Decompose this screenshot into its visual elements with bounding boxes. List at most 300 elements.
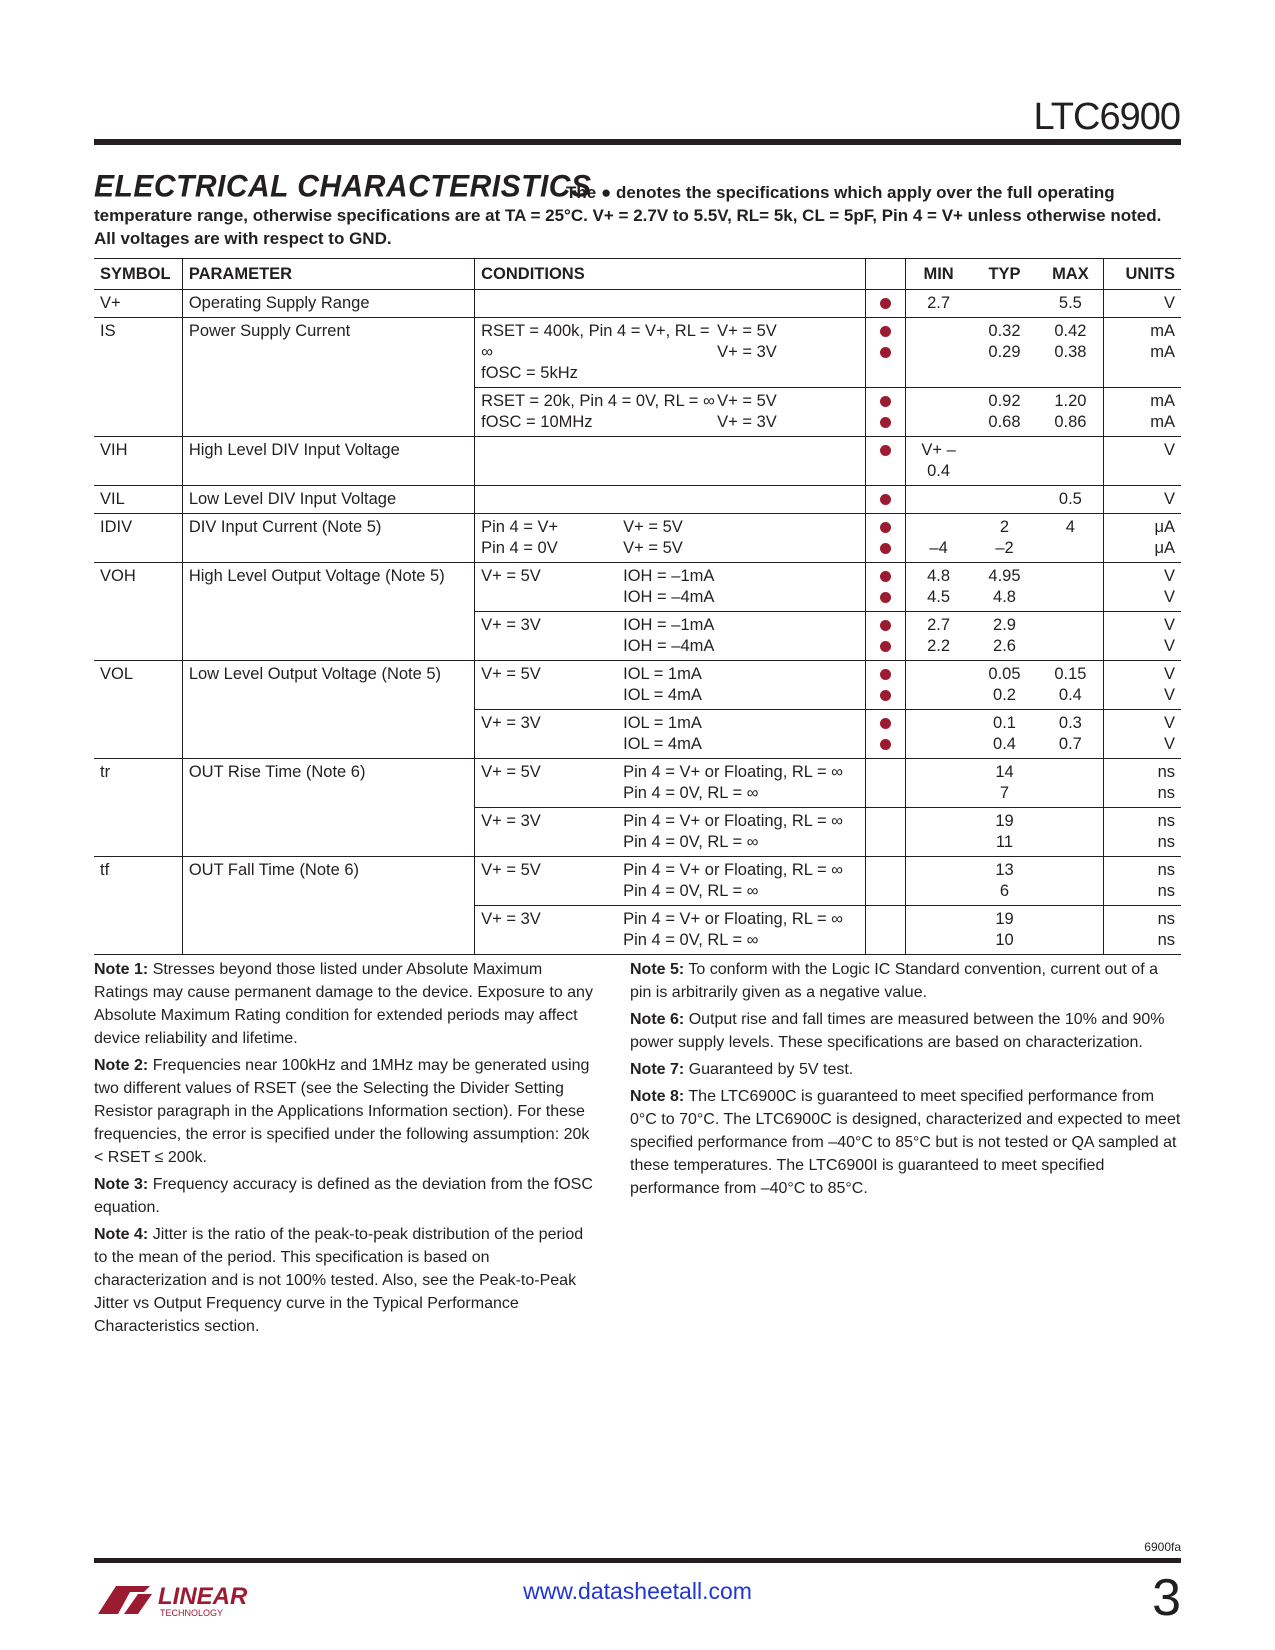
cell-conditions — [475, 486, 866, 514]
value-typ: 2 — [999, 518, 1010, 536]
value-units: ns — [1157, 861, 1175, 879]
condition-text: V+ = 5V — [717, 392, 777, 410]
cell-parameter: OUT Rise Time (Note 6) — [182, 759, 474, 857]
value-units: V — [1163, 294, 1175, 312]
intro-line-3: All voltages are with respect to GND. — [94, 229, 392, 248]
cell-temp-dot — [866, 290, 905, 318]
table-header-row — [94, 259, 1181, 290]
value-units: V — [1163, 665, 1175, 683]
full-temp-range-dot-icon — [880, 347, 891, 358]
full-temp-range-dot-icon — [880, 718, 891, 729]
cell-conditions — [475, 437, 866, 486]
condition-text: Pin 4 = 0V, RL = ∞ — [623, 833, 759, 851]
note-text: The LTC6900C is guaranteed to meet specified performance from 0°C to 70°C. The LTC6900C is designed, characterized and expected to meet specified performance from –40°C to 85°C but is not tested or QA sampled at these temperatures. The LTC6900I is guaranteed to meet specified performance from –40°C to 85°C. — [630, 1088, 1181, 1197]
note-label: Note 7: — [630, 1061, 685, 1078]
cell-typ — [972, 318, 1038, 388]
full-temp-range-dot-icon — [880, 571, 891, 582]
value-typ: 2.9 — [993, 616, 1016, 634]
value-min — [912, 489, 966, 510]
value-units: V — [1163, 490, 1175, 508]
cell-typ — [972, 437, 1038, 486]
note-text: Guaranteed by 5V test. — [688, 1061, 854, 1078]
cell-temp-dot — [866, 661, 905, 710]
value-max: 1.20 — [1054, 392, 1087, 410]
cell-min — [905, 710, 971, 759]
value-units: ns — [1157, 910, 1175, 928]
cell-conditions — [475, 388, 866, 437]
table-row — [94, 857, 1181, 906]
value-typ: 7 — [999, 784, 1010, 802]
cell-typ — [972, 486, 1038, 514]
header-dot — [866, 259, 905, 290]
condition-text: Pin 4 = V+ or Floating, RL = ∞ — [623, 763, 843, 781]
cell-conditions — [475, 759, 866, 808]
cell-symbol: VOL — [94, 661, 182, 759]
value-units: μA — [1154, 539, 1175, 557]
cell-parameter: OUT Fall Time (Note 6) — [182, 857, 474, 955]
cell-temp-dot — [866, 808, 905, 857]
value-max — [1043, 440, 1097, 461]
value-min — [912, 664, 966, 685]
cell-min — [905, 661, 971, 710]
value-max: 0.4 — [1058, 686, 1082, 704]
note-paragraph — [94, 1054, 594, 1169]
cell-parameter: Power Supply Current — [182, 318, 474, 437]
full-temp-range-dot-icon — [880, 592, 891, 603]
cell-typ — [972, 906, 1038, 955]
value-units: V — [1163, 735, 1175, 753]
cell-min — [905, 563, 971, 612]
condition-text: Pin 4 = 0V — [481, 539, 558, 557]
value-units: mA — [1150, 413, 1175, 431]
cell-conditions — [475, 857, 866, 906]
full-temp-range-dot-icon — [880, 641, 891, 652]
cell-max — [1037, 906, 1103, 955]
condition-text — [481, 293, 623, 314]
condition-text — [481, 440, 623, 461]
condition-text: V+ = 5V — [623, 518, 683, 536]
cell-temp-dot — [866, 612, 905, 661]
value-typ: 4.95 — [988, 567, 1021, 585]
cell-typ — [972, 388, 1038, 437]
cell-min — [905, 612, 971, 661]
cell-units — [1104, 318, 1181, 388]
value-min — [912, 811, 966, 832]
cell-units — [1104, 437, 1181, 486]
intro-line-1: The ● denotes the specifications which apply over the full operating — [566, 183, 1115, 202]
value-min — [912, 412, 966, 433]
condition-text: IOL = 4mA — [623, 686, 702, 704]
cell-max — [1037, 808, 1103, 857]
cell-units — [1104, 857, 1181, 906]
cell-conditions — [475, 514, 866, 563]
cell-typ — [972, 514, 1038, 563]
value-typ: 14 — [995, 763, 1014, 781]
value-min — [912, 517, 966, 538]
full-temp-range-dot-icon — [880, 298, 891, 309]
value-typ — [978, 489, 1032, 510]
note-label: Note 5: — [630, 961, 685, 978]
table-row — [94, 563, 1181, 612]
condition-text — [623, 440, 628, 461]
condition-text: V+ = 3V — [481, 910, 541, 928]
condition-text: V+ = 5V — [481, 665, 541, 683]
cell-min — [905, 486, 971, 514]
condition-text: V+ = 5V — [481, 763, 541, 781]
cell-parameter: DIV Input Current (Note 5) — [182, 514, 474, 563]
value-min — [912, 762, 966, 783]
note-label: Note 1: — [94, 961, 149, 978]
cell-temp-dot — [866, 514, 905, 563]
value-units: ns — [1157, 763, 1175, 781]
condition-text: fOSC = 10MHz — [481, 413, 593, 431]
note-label: Note 8: — [630, 1088, 685, 1105]
condition-text: IOH = –1mA — [623, 567, 715, 585]
note-text: Output rise and fall times are measured between the 10% and 90% power supply levels. These specifications are based on characterization. — [630, 1011, 1165, 1051]
note-text: To conform with the Logic IC Standard convention, current out of a pin is arbitrarily given as a negative value. — [630, 961, 1158, 1001]
value-units: V — [1163, 637, 1175, 655]
cell-units — [1104, 759, 1181, 808]
value-units: V — [1163, 588, 1175, 606]
cell-parameter: High Level DIV Input Voltage — [182, 437, 474, 486]
cell-conditions — [475, 563, 866, 612]
cell-temp-dot — [866, 563, 905, 612]
value-units: V — [1163, 567, 1175, 585]
value-max: 0.86 — [1054, 413, 1087, 431]
condition-text — [623, 293, 628, 314]
cell-parameter: Operating Supply Range — [182, 290, 474, 318]
cell-max — [1037, 563, 1103, 612]
full-temp-range-dot-icon — [880, 417, 891, 428]
footer-rule — [94, 1558, 1181, 1563]
condition-text: Pin 4 = V+ or Floating, RL = ∞ — [623, 861, 843, 879]
value-typ: 10 — [995, 931, 1014, 949]
cell-symbol: VIH — [94, 437, 182, 486]
value-max — [1043, 636, 1097, 657]
full-temp-range-dot-icon — [880, 669, 891, 680]
cell-typ — [972, 612, 1038, 661]
condition-text: IOH = –4mA — [623, 637, 715, 655]
full-temp-range-dot-icon — [880, 445, 891, 456]
cell-symbol: tr — [94, 759, 182, 857]
header-units: UNITS — [1104, 259, 1181, 290]
cell-symbol: VIL — [94, 486, 182, 514]
value-min: 2.7 — [927, 294, 951, 312]
value-min — [912, 783, 966, 804]
note-paragraph — [630, 1085, 1181, 1200]
cell-typ — [972, 857, 1038, 906]
condition-text — [481, 489, 623, 510]
condition-text: IOH = –4mA — [623, 588, 715, 606]
value-min — [912, 321, 966, 342]
value-min: –4 — [929, 539, 948, 557]
value-max — [1043, 909, 1097, 930]
logo-subtext: TECHNOLOGY — [160, 1608, 224, 1618]
cell-min — [905, 437, 971, 486]
value-min — [912, 391, 966, 412]
intro-line-2: temperature range, otherwise specifications are at TA = 25°C. V+ = 2.7V to 5.5V, RL= 5k, CL = 5pF, Pin 4 = V+ unless otherwise noted. — [94, 206, 1162, 225]
cell-temp-dot — [866, 710, 905, 759]
cell-units — [1104, 612, 1181, 661]
table-row — [94, 486, 1181, 514]
cell-max — [1037, 388, 1103, 437]
cell-min — [905, 857, 971, 906]
cell-temp-dot — [866, 388, 905, 437]
cell-min — [905, 808, 971, 857]
value-typ: –2 — [995, 539, 1014, 557]
value-max: 0.5 — [1058, 490, 1082, 508]
condition-text: Pin 4 = V+ or Floating, RL = ∞ — [623, 910, 843, 928]
part-number: LTC6900 — [1033, 96, 1180, 138]
value-typ: 0.2 — [993, 686, 1016, 704]
condition-text: V+ = 3V — [481, 812, 541, 830]
value-typ: 11 — [995, 833, 1014, 851]
value-typ — [978, 293, 1032, 314]
condition-text: Pin 4 = V+ or Floating, RL = ∞ — [623, 812, 843, 830]
cell-max — [1037, 437, 1103, 486]
cell-max — [1037, 514, 1103, 563]
cell-parameter: High Level Output Voltage (Note 5) — [182, 563, 474, 661]
header-typ: TYP — [972, 259, 1038, 290]
full-temp-range-dot-icon — [880, 326, 891, 337]
header-max: MAX — [1037, 259, 1103, 290]
note-label: Note 3: — [94, 1176, 149, 1193]
cell-conditions — [475, 318, 866, 388]
full-temp-range-dot-icon — [880, 522, 891, 533]
condition-text — [623, 489, 628, 510]
cell-typ — [972, 808, 1038, 857]
cell-max — [1037, 486, 1103, 514]
cell-temp-dot — [866, 318, 905, 388]
cell-conditions — [475, 710, 866, 759]
value-typ: 0.05 — [988, 665, 1021, 683]
cell-units — [1104, 661, 1181, 710]
cell-conditions — [475, 906, 866, 955]
header-rule — [94, 139, 1181, 145]
full-temp-range-dot-icon — [880, 543, 891, 554]
section-intro — [94, 181, 1181, 250]
header-symbol: SYMBOL — [94, 259, 182, 290]
cell-conditions — [475, 661, 866, 710]
value-typ: 0.1 — [993, 714, 1016, 732]
cell-max — [1037, 612, 1103, 661]
value-min: 4.8 — [927, 567, 951, 585]
condition-text: IOL = 1mA — [623, 665, 702, 683]
cell-temp-dot — [866, 759, 905, 808]
cell-max — [1037, 857, 1103, 906]
full-temp-range-dot-icon — [880, 620, 891, 631]
note-label: Note 2: — [94, 1057, 149, 1074]
value-units: mA — [1150, 322, 1175, 340]
cell-max — [1037, 661, 1103, 710]
value-typ: 2.6 — [993, 637, 1016, 655]
value-min — [912, 713, 966, 734]
cell-temp-dot — [866, 857, 905, 906]
value-max — [1043, 587, 1097, 608]
value-typ: 19 — [995, 910, 1014, 928]
note-text: Jitter is the ratio of the peak-to-peak distribution of the period to the mean of the period. This specification is based on characterization and is not 100% tested. Also, see the Peak-to-Peak Jitter vs Output Frequency curve in the Typical Performance Characteristics section. — [94, 1226, 584, 1335]
cell-units — [1104, 486, 1181, 514]
value-typ: 0.4 — [993, 735, 1016, 753]
value-typ: 0.92 — [988, 392, 1021, 410]
value-typ: 4.8 — [993, 588, 1016, 606]
cell-units — [1104, 710, 1181, 759]
condition-text: Pin 4 = 0V, RL = ∞ — [623, 931, 759, 949]
cell-max — [1037, 290, 1103, 318]
cell-typ — [972, 710, 1038, 759]
value-max: 0.42 — [1054, 322, 1087, 340]
condition-text: V+ = 3V — [717, 343, 777, 361]
header-parameter: PARAMETER — [182, 259, 474, 290]
value-min — [912, 909, 966, 930]
value-min — [912, 832, 966, 853]
value-max — [1043, 881, 1097, 902]
value-max — [1043, 566, 1097, 587]
condition-text: V+ = 3V — [481, 616, 541, 634]
value-units: ns — [1157, 833, 1175, 851]
value-max: 0.38 — [1054, 343, 1087, 361]
condition-text: RSET = 20k, Pin 4 = 0V, RL = ∞ — [481, 392, 715, 410]
value-max: 5.5 — [1058, 294, 1082, 312]
value-units: ns — [1157, 931, 1175, 949]
note-text: Frequencies near 100kHz and 1MHz may be generated using two different values of RSET (see the Selecting the Divider Setting Resistor paragraph in the Applications Information section). For these frequencies, the error is specified under the following assumption: 20k < RSET ≤ 200k. — [94, 1057, 590, 1166]
cell-min — [905, 759, 971, 808]
value-max — [1043, 811, 1097, 832]
document-code: 6900fa — [1144, 1540, 1181, 1554]
note-paragraph — [630, 1058, 1181, 1081]
table-row — [94, 514, 1181, 563]
condition-text: Pin 4 = 0V, RL = ∞ — [623, 882, 759, 900]
value-typ: 13 — [995, 861, 1014, 879]
note-paragraph — [630, 1008, 1181, 1054]
value-units: V — [1163, 616, 1175, 634]
cell-conditions — [475, 808, 866, 857]
note-label: Note 6: — [630, 1011, 685, 1028]
cell-min — [905, 388, 971, 437]
cell-max — [1037, 318, 1103, 388]
condition-text: IOH = –1mA — [623, 616, 715, 634]
cell-min — [905, 290, 971, 318]
cell-conditions — [475, 290, 866, 318]
table-body — [94, 290, 1181, 955]
value-max: 0.7 — [1058, 735, 1082, 753]
cell-parameter: Low Level Output Voltage (Note 5) — [182, 661, 474, 759]
header-conditions: CONDITIONS — [475, 259, 866, 290]
full-temp-range-dot-icon — [880, 739, 891, 750]
condition-text: V+ = 5V — [623, 539, 683, 557]
section-title: ELECTRICAL CHARACTERISTICS — [94, 169, 592, 204]
cell-symbol: V+ — [94, 290, 182, 318]
value-max: 4 — [1065, 518, 1075, 536]
cell-temp-dot — [866, 486, 905, 514]
value-min — [912, 860, 966, 881]
value-min — [912, 734, 966, 755]
cell-units — [1104, 563, 1181, 612]
value-max — [1043, 783, 1097, 804]
value-min — [912, 342, 966, 363]
value-min: V+ – 0.4 — [921, 441, 956, 480]
condition-text: IOL = 1mA — [623, 714, 702, 732]
value-max — [1043, 930, 1097, 951]
note-paragraph — [94, 1223, 594, 1338]
cell-max — [1037, 759, 1103, 808]
table-row — [94, 318, 1181, 388]
value-typ: 0.29 — [988, 343, 1021, 361]
table-row — [94, 437, 1181, 486]
value-typ: 0.68 — [988, 413, 1021, 431]
note-text: Stresses beyond those listed under Absolute Maximum Ratings may cause permanent damage to the device. Exposure to any Absolute Maximum Rating condition for extended periods may affect device reliability and lifetime. — [94, 961, 593, 1047]
value-units: μA — [1154, 518, 1175, 536]
table-row — [94, 661, 1181, 710]
cell-symbol: tf — [94, 857, 182, 955]
condition-text: Pin 4 = V+ — [481, 518, 559, 536]
condition-text: V+ = 5V — [717, 322, 777, 340]
value-max: 0.15 — [1054, 665, 1087, 683]
value-min: 2.2 — [927, 637, 951, 655]
cell-units — [1104, 388, 1181, 437]
value-min: 4.5 — [927, 588, 951, 606]
cell-typ — [972, 661, 1038, 710]
value-min — [912, 930, 966, 951]
electrical-characteristics-table — [94, 258, 1181, 955]
cell-temp-dot — [866, 906, 905, 955]
cell-symbol: IDIV — [94, 514, 182, 563]
value-max — [1043, 860, 1097, 881]
value-units: ns — [1157, 812, 1175, 830]
value-min — [912, 881, 966, 902]
cell-max — [1037, 710, 1103, 759]
cell-conditions — [475, 612, 866, 661]
cell-units — [1104, 514, 1181, 563]
cell-typ — [972, 290, 1038, 318]
full-temp-range-dot-icon — [880, 396, 891, 407]
cell-min — [905, 514, 971, 563]
note-label: Note 4: — [94, 1226, 149, 1243]
cell-temp-dot — [866, 437, 905, 486]
value-min: 2.7 — [927, 616, 951, 634]
condition-text: IOL = 4mA — [623, 735, 702, 753]
cell-units — [1104, 290, 1181, 318]
value-units: V — [1163, 714, 1175, 732]
value-typ: 19 — [995, 812, 1014, 830]
cell-symbol: IS — [94, 318, 182, 437]
value-units: ns — [1157, 882, 1175, 900]
cell-units — [1104, 906, 1181, 955]
notes-left-column — [94, 958, 594, 1342]
condition-text: Pin 4 = 0V, RL = ∞ — [623, 784, 759, 802]
value-units: mA — [1150, 343, 1175, 361]
condition-text: RSET = 400k, Pin 4 = V+, RL = ∞ — [481, 322, 710, 361]
value-typ — [978, 440, 1032, 461]
cell-units — [1104, 808, 1181, 857]
condition-text: V+ = 3V — [717, 413, 777, 431]
notes-right-column — [630, 958, 1181, 1204]
value-max — [1043, 538, 1097, 559]
cell-parameter: Low Level DIV Input Voltage — [182, 486, 474, 514]
value-units: V — [1163, 441, 1175, 459]
note-paragraph — [630, 958, 1181, 1004]
value-typ: 0.32 — [988, 322, 1021, 340]
value-units: ns — [1157, 784, 1175, 802]
value-max — [1043, 762, 1097, 783]
footer-url-link[interactable]: www.datasheetall.com — [523, 1578, 752, 1604]
condition-text: fOSC = 5kHz — [481, 364, 578, 382]
value-max — [1043, 615, 1097, 636]
note-paragraph — [94, 958, 594, 1050]
table-row — [94, 290, 1181, 318]
condition-text: V+ = 3V — [481, 714, 541, 732]
value-units: V — [1163, 686, 1175, 704]
